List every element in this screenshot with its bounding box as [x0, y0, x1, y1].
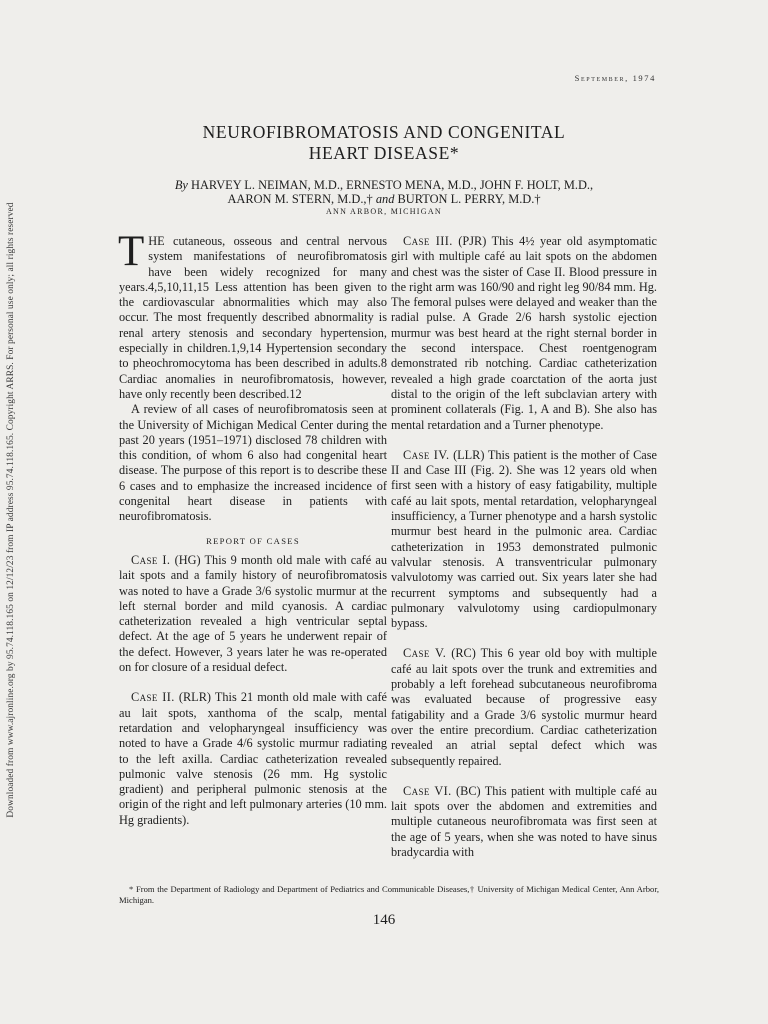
authors-line-1-text: HARVEY L. NEIMAN, M.D., ERNESTO MENA, M.D., JOHN F. HOLT, M.D.,: [187, 178, 594, 192]
case-4-paragraph: [391, 448, 657, 632]
intro-paragraph-1-text: HE cutaneous, osseous and central nervous system manifestations of neurofibromatosis have been widely recognized for many years.4,5,10,11,15 Less attention has been given to the cardiovascular abnormalities which may also occur. The most frequently described abnormality is renal artery stenosis and secondary hypertension, especially in children.1,9,14 Hypertension secondary to pheochromocytoma has been described in adults.8 Cardiac anomalies in neurofibromatosis, however, have only recently been described.12: [119, 234, 387, 401]
right-column: [391, 234, 657, 860]
author-line-2: [0, 192, 768, 206]
case-3-label: Case III.: [403, 234, 453, 248]
case-6-label: Case VI.: [403, 783, 452, 798]
authors-line-2b-text: BURTON L. PERRY, M.D.†: [394, 192, 541, 206]
case-3-paragraph: [391, 234, 657, 433]
title-line-2: HEART DISEASE*: [308, 143, 460, 163]
case-2-paragraph: [119, 690, 387, 828]
footnote: [119, 884, 659, 906]
intro-paragraph-2: A review of all cases of neurofibromatosis seen at the University of Michigan Medical Center during the past 20 years (1951–1971) disclosed 78 children with this condition, of whom 6 also had congenital heart disease. The purpose of this report is to describe these 6 cases and to emphasize the increased incidence of congenital heart disease in patients with neurofibromatosis.: [119, 402, 387, 524]
article-title: [0, 122, 768, 164]
page-number: 146: [372, 912, 396, 928]
case-4-text: (LLR) This patient is the mother of Case II and Case III (Fig. 2). She was 12 years old when first seen with a history of easy fatigability, multiple café au lait spots, mental retardation, velopharyngeal insufficiency, a Turner phenotype and a harsh systolic murmur best heard in the pulmonic area. Cardiac catheterization in 1953 demonstrated pulmonic valvular stenosis. A transventricular pulmonary valvulotomy was carried out. Six years later she had recurrent symptoms and subsequently had a pulmonary valvulotomy using cardiopulmonary bypass.: [391, 447, 657, 631]
case-2-label: Case II.: [131, 690, 175, 705]
author-list: [0, 178, 768, 206]
left-column: [118, 228, 387, 828]
case-3-text: (PJR) This 4½ year old asymptomatic girl with multiple café au lait spots on the abdomen and chest was the sister of Case II. Blood pressure in the right arm was 160/90 and right leg 90/84 mm. Hg. The femoral pulses were delayed and weaker than the radial pulse. A Grade 2/6 harsh systolic ejection murmur was best heard at the right sternal border in the second interspace. Chest roentgenogram demonstrated rib notching. Cardiac catheterization revealed a high grade coarctation of the aorta just distal to the origin of the left subclavian artery with prominent collaterals (Fig. 1, A and B). She also has mental retardation and a Turner phenotype.: [391, 234, 657, 432]
authors-line-2a-text: AARON M. STERN, M.D.,†: [227, 192, 376, 206]
section-heading: REPORT OF CASES: [206, 535, 300, 546]
case-4-label: Case IV.: [403, 447, 450, 462]
drop-cap: T: [118, 228, 145, 275]
affiliation-location: ANN ARBOR, MICHIGAN: [325, 207, 443, 216]
case-5-paragraph: [391, 646, 657, 768]
author-line-1: [0, 178, 768, 192]
case-2-text: (RLR) This 21 month old male with café au lait spots, xanthoma of the scalp, mental retardation and velopharyngeal insufficiency was noted to have a Grade 4/6 systolic murmur radiating to the left axilla. Cardiac catheterization revealed pulmonic valve stenosis (26 mm. Hg systolic gradient) and peripheral pulmonic stenosis at the origin of the right and left pulmonary arteries (10 mm. Hg gradients).: [119, 690, 387, 827]
case-1-label: Case I.: [131, 552, 171, 567]
case-5-text: (RC) This 6 year old boy with multiple café au lait spots over the trunk and extremities and probably a left forehead subcutaneous neurofibroma was evaluated because of progressive easy fatigability and a Grade 3/6 systolic murmur heard over the entire precordium. Cardiac catheterization revealed an atrial septal defect which was subsequently repaired.: [391, 646, 657, 768]
title-line-1: NEUROFIBROMATOSIS AND CONGENITAL: [202, 122, 566, 142]
intro-paragraph-1: [118, 228, 387, 402]
case-1-text: (HG) This 9 month old male with café au lait spots and a family history of neurofibromatosis was noted to have a Grade 3/6 systolic murmur at the left sternal border and mild cyanosis. A cardiac catheterization revealed a high ventricular septal defect. At the age of 5 years he underwent repair of the defect. However, 3 years later he was re-operated on for closure of a residual defect.: [119, 552, 387, 675]
by-label: By: [174, 178, 188, 192]
case-6-paragraph: [391, 784, 657, 860]
case-1-paragraph: [119, 553, 387, 675]
download-notice-text: Downloaded from www.ajronline.org by 95.74.118.165 on 12/12/23 from IP address 95.74.118.165. Copyright ARRS. For personal use only; all rights reserved: [6, 202, 16, 818]
running-head: September, 1974: [574, 73, 656, 83]
case-5-label: Case V.: [403, 646, 447, 661]
case-6-text: (BC) This patient with multiple café au lait spots over the abdomen and extremities and multiple cutaneous neurofibromata was first seen at the age of 5 years, when she was noted to have sinus bradycardia with: [391, 783, 657, 859]
footnote-text: * From the Department of Radiology and Department of Pediatrics and Communicable Diseases,† University of Michigan Medical Center, Ann Arbor, Michigan.: [119, 884, 659, 905]
and-label: and: [375, 192, 395, 206]
